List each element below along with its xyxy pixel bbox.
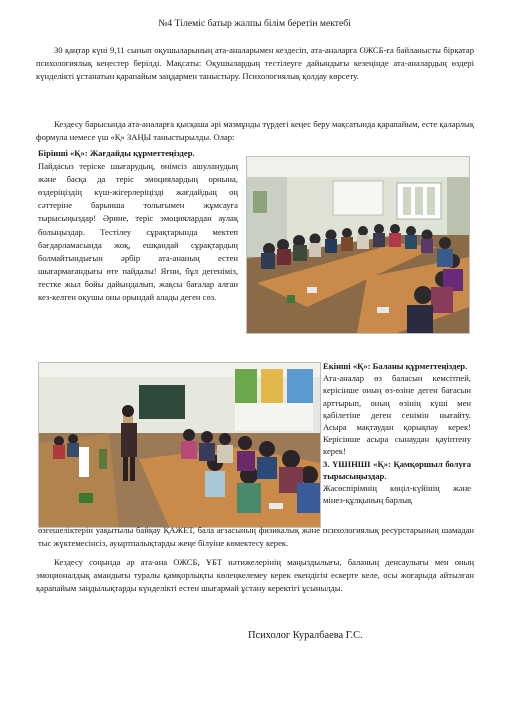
rule-three-continuation: өзгешеліктерін уақытылы байқау ҚАЖЕТ, бала ағзасының физикалық және психологиялық ресурстарының шамадан тыс жүктемесінсіз, ауыртпалықтарды жеңе білуіне көмектесу керек.	[38, 525, 474, 548]
rule-two-text: Ата-аналар өз баласын кемсітпей, керісінше оның өз-өзіне деген бағасын арттырып, оның өзінің күші мен қабілетіне деген сенімін нығайту. Асыра мақтаудан қорықпау керек! Керісінше асыра сынаудан қауіптену керек!	[323, 373, 471, 457]
meeting-photo-two	[38, 362, 321, 528]
rule-one-heading: Бірінші «Қ»: Жағдайды құрметтеңіздер.	[38, 148, 195, 158]
rule-three-text-part1: Жасөспірімнің көңіл-күйінің және мінез-құлқының барлық	[323, 483, 471, 506]
meeting-photo-one-image	[247, 157, 469, 333]
intro-text: 30 қаңтар күні 9,11 сынып оқушыларының ата-аналарымен кездесіп, ата-аналарға ОЖСБ-ға байланысты біркатар психологиялық кеңестер берілді. Мақсаты: Оқушылардың тестілеуге дайындығы кезеңінде ата-аналардың өздері күнделікті ұстанатын қарапайым заңдармен таныстыру. Психологиялық қолдау көрсету.	[36, 45, 474, 82]
formula-text: Кездесу барысында ата-аналарға қысқаша әрі мазмұнды түрдегі кеңес беру мақсатында қарапайым, есте қаларлық формула немесе үш «Қ» ЗАҢЫ таныстырылды. Олар:	[36, 119, 474, 143]
closing-text: Кездесу соңында әр ата-ана ОЖСБ, ҰБТ нәтижелерінің маңыздылығы, баланың денсаулығы мен оның эмоционалдық амандығы туралы қамқорлықты көлеңкелемеу керек екендігін ескерте келе, осы жоғарыда айтылған қарапайым заңдылықтарды күнделікті естен шығармай ұстану керектігі ұсынылды.	[36, 557, 474, 594]
rule-two-section	[323, 360, 471, 506]
page-header: №4 Тілеміс батыр жалпы білім беретін мектебі	[158, 18, 351, 29]
intro-paragraph	[36, 44, 474, 84]
rule-two-heading: Екінші «Қ»: Баланы құрметтеңіздер.	[323, 361, 468, 371]
closing-paragraph	[36, 556, 474, 596]
meeting-photo-two-image	[39, 363, 320, 527]
rule-one-text: Пайдасыз теріске шығарудың, өнімсіз ашуланудың және басқа да теріс эмоциялардың орнына, өздеріңіздің күш-жігерлеріңізді жағдайдың оң сәттеріне барынша толығымен жұмсауға тырысыңыздар! Әрине, теріс эмоциялардан аулақ болыңыздар. Тестілеу сұрақтарында мектеп бағдарламасында жоқ, ешқандай сұрақтардың болмайтындығын әрбір ата-ананың естен шығармағандығы өте пайдалы! Яғни, бұл дегеніміз, тестке жыл бойы дайындалып, жақсы бағалар алған кез-келген оқушы оны орындай алады деген сөз.	[38, 161, 238, 303]
signature: Психолог Куралбаева Г.С.	[248, 630, 363, 641]
rule-three-heading: 3. ҮШІНШІ «Қ»: Қамқоршыл болуға тырысыңыздар.	[323, 458, 471, 481]
rule-one-section	[38, 147, 238, 304]
meeting-photo-one	[246, 156, 470, 334]
formula-paragraph	[36, 118, 474, 144]
